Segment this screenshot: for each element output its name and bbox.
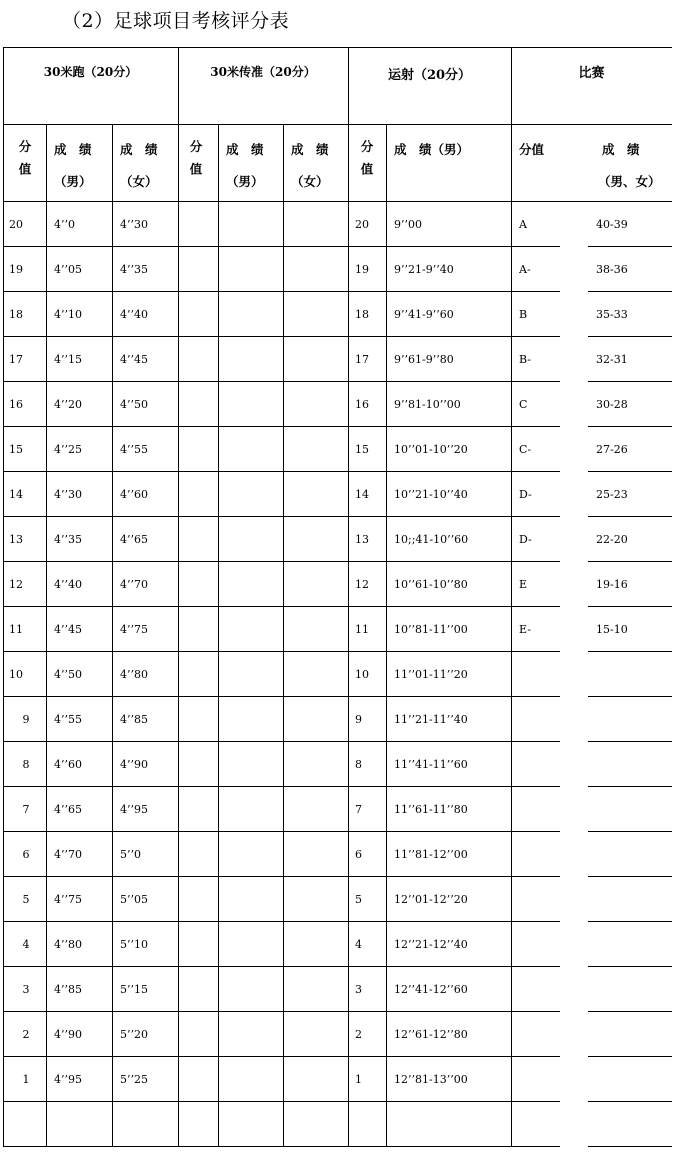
row-divider xyxy=(3,336,511,337)
row-run-female: 4’’95 xyxy=(120,803,148,816)
row-run-female: 4’’85 xyxy=(120,713,148,726)
row-score: 13 xyxy=(9,533,23,546)
row-divider-grade xyxy=(511,561,560,562)
row-divider xyxy=(3,1011,511,1012)
row-match-result: 25-23 xyxy=(596,488,628,501)
row-run-female: 4’’60 xyxy=(120,488,148,501)
row-shoot-male: 10;;41-10’’60 xyxy=(394,533,469,546)
column-divider xyxy=(283,124,284,1147)
row-shoot-score: 6 xyxy=(355,848,362,861)
subheader-match-mf: （男、女） xyxy=(598,174,661,189)
row-run-male: 4’’90 xyxy=(54,1028,82,1041)
row-grade: D- xyxy=(519,488,532,501)
row-divider-match xyxy=(588,471,672,472)
row-run-female: 5’’20 xyxy=(120,1028,148,1041)
row-divider xyxy=(3,741,511,742)
row-divider-grade xyxy=(511,966,560,967)
row-run-male: 4’’40 xyxy=(54,578,82,591)
row-divider xyxy=(3,921,511,922)
row-run-male: 4’’15 xyxy=(54,353,82,366)
row-shoot-male: 11’’21-11’’40 xyxy=(394,713,468,726)
row-divider-match xyxy=(588,291,672,292)
row-run-female: 5’’15 xyxy=(120,983,148,996)
row-shoot-score: 9 xyxy=(355,713,362,726)
row-match-result: 30-28 xyxy=(596,398,628,411)
subheader-pass-result-female: 成 绩 xyxy=(291,142,329,157)
row-shoot-male: 11’’41-11’’60 xyxy=(394,758,468,771)
subheader-score: 分值 xyxy=(17,140,32,185)
row-score: 16 xyxy=(9,398,23,411)
row-shoot-score: 10 xyxy=(355,668,369,681)
row-grade: B- xyxy=(519,353,532,366)
column-divider xyxy=(46,124,47,1147)
row-shoot-score: 11 xyxy=(355,623,369,636)
row-divider xyxy=(3,831,511,832)
row-divider-match xyxy=(588,336,672,337)
row-shoot-score: 18 xyxy=(355,308,369,321)
row-divider xyxy=(3,1146,511,1147)
column-divider xyxy=(386,124,387,1147)
row-score: 18 xyxy=(9,308,23,321)
row-run-female: 4’’70 xyxy=(120,578,148,591)
row-run-male: 4’’10 xyxy=(54,308,82,321)
row-match-result: 22-20 xyxy=(596,533,628,546)
row-divider-match xyxy=(588,1101,672,1102)
subheader-shoot-result-male: 成 绩（男） xyxy=(394,142,470,157)
subheader-score: 分值 xyxy=(359,140,374,185)
row-divider xyxy=(3,426,511,427)
table-top-border xyxy=(3,47,672,48)
row-grade: E- xyxy=(519,623,531,636)
row-divider-match xyxy=(588,246,672,247)
row-run-male: 4’’45 xyxy=(54,623,82,636)
row-divider-match xyxy=(588,966,672,967)
row-run-female: 5’’05 xyxy=(120,893,148,906)
header-shooting: 运射（20分） xyxy=(387,68,472,83)
column-divider xyxy=(112,124,113,1147)
row-divider-grade xyxy=(511,651,560,652)
row-score: 1 xyxy=(22,1073,30,1086)
row-run-male: 4’’55 xyxy=(54,713,82,726)
row-run-female: 4’’35 xyxy=(120,263,148,276)
border-left xyxy=(3,47,4,1147)
header-30m-run: 30米跑（20分） xyxy=(43,65,138,79)
row-shoot-male: 12’’81-13’’00 xyxy=(394,1073,468,1086)
row-run-male: 4’’70 xyxy=(54,848,82,861)
row-run-female: 5’’10 xyxy=(120,938,148,951)
row-grade: C xyxy=(519,398,528,411)
row-run-female: 4’’50 xyxy=(120,398,148,411)
subheader-pass-female: （女） xyxy=(291,174,329,189)
row-grade: A- xyxy=(519,263,531,276)
row-match-result: 15-10 xyxy=(596,623,628,636)
row-shoot-score: 19 xyxy=(355,263,369,276)
row-grade: B xyxy=(519,308,528,321)
row-shoot-score: 4 xyxy=(355,938,362,951)
row-shoot-male: 11’’01-11’’20 xyxy=(394,668,468,681)
row-divider-grade xyxy=(511,696,560,697)
group-divider xyxy=(348,47,349,1147)
row-score: 2 xyxy=(22,1028,30,1041)
row-divider-grade xyxy=(511,381,560,382)
row-score: 3 xyxy=(22,983,30,996)
row-match-result: 27-26 xyxy=(596,443,628,456)
row-grade: D- xyxy=(519,533,532,546)
row-run-male: 4’’75 xyxy=(54,893,82,906)
row-run-female: 4’’30 xyxy=(120,218,148,231)
row-shoot-score: 1 xyxy=(355,1073,362,1086)
row-score: 4 xyxy=(22,938,30,951)
row-run-female: 4’’45 xyxy=(120,353,148,366)
row-run-female: 4’’80 xyxy=(120,668,148,681)
row-run-male: 4’’85 xyxy=(54,983,82,996)
group-divider xyxy=(178,47,179,1147)
row-run-male: 4’’65 xyxy=(54,803,82,816)
row-shoot-male: 9’’81-10’’00 xyxy=(394,398,461,411)
row-shoot-score: 20 xyxy=(355,218,369,231)
row-shoot-score: 12 xyxy=(355,578,369,591)
subheader-divider xyxy=(3,201,672,202)
row-match-result: 32-31 xyxy=(596,353,628,366)
row-divider xyxy=(3,516,511,517)
row-divider-grade xyxy=(511,1101,560,1102)
row-grade: A xyxy=(519,218,527,231)
row-run-female: 5’’0 xyxy=(120,848,141,861)
row-divider xyxy=(3,1101,511,1102)
row-shoot-score: 8 xyxy=(355,758,362,771)
row-divider-grade xyxy=(511,1056,560,1057)
row-match-result: 40-39 xyxy=(596,218,628,231)
row-run-male: 4’’35 xyxy=(54,533,82,546)
row-divider-match xyxy=(588,426,672,427)
row-score: 12 xyxy=(9,578,23,591)
row-divider-match xyxy=(588,741,672,742)
row-divider xyxy=(3,786,511,787)
row-run-male: 4’’25 xyxy=(54,443,82,456)
row-shoot-score: 2 xyxy=(355,1028,362,1041)
subheader-female: （女） xyxy=(120,174,158,189)
row-score: 6 xyxy=(22,848,30,861)
row-run-male: 4’’05 xyxy=(54,263,82,276)
row-shoot-male: 11’’81-12’’00 xyxy=(394,848,468,861)
row-score: 17 xyxy=(9,353,23,366)
row-score: 14 xyxy=(9,488,23,501)
row-divider xyxy=(3,651,511,652)
subheader-result-female: 成 绩 xyxy=(120,142,158,157)
row-shoot-score: 13 xyxy=(355,533,369,546)
subheader-score: 分值 xyxy=(188,140,203,185)
row-divider-grade xyxy=(511,876,560,877)
row-shoot-male: 9’’61-9’’80 xyxy=(394,353,454,366)
row-run-male: 4’’60 xyxy=(54,758,82,771)
header-divider xyxy=(3,124,672,125)
row-score: 19 xyxy=(9,263,23,276)
row-divider-match xyxy=(588,921,672,922)
row-match-result: 35-33 xyxy=(596,308,628,321)
row-divider-grade xyxy=(511,741,560,742)
row-run-male: 4’’0 xyxy=(54,218,75,231)
row-divider-match xyxy=(588,1056,672,1057)
row-divider-match xyxy=(588,561,672,562)
row-match-result: 38-36 xyxy=(596,263,628,276)
row-score: 20 xyxy=(9,218,23,231)
row-shoot-score: 7 xyxy=(355,803,362,816)
row-divider xyxy=(3,381,511,382)
row-divider-match xyxy=(588,696,672,697)
subheader-match-score: 分值 xyxy=(519,142,545,157)
row-divider-match xyxy=(588,516,672,517)
row-divider xyxy=(3,471,511,472)
row-shoot-male: 9’’00 xyxy=(394,218,422,231)
row-run-female: 4’’75 xyxy=(120,623,148,636)
row-run-male: 4’’30 xyxy=(54,488,82,501)
row-score: 11 xyxy=(9,623,23,636)
row-run-female: 5’’25 xyxy=(120,1073,148,1086)
row-divider-match xyxy=(588,1011,672,1012)
row-shoot-male: 12’’21-12’’40 xyxy=(394,938,468,951)
row-shoot-score: 14 xyxy=(355,488,369,501)
row-divider-match xyxy=(588,876,672,877)
row-divider-grade xyxy=(511,786,560,787)
row-score: 15 xyxy=(9,443,23,456)
row-shoot-male: 12’’61-12’’80 xyxy=(394,1028,468,1041)
row-divider-match xyxy=(588,786,672,787)
row-divider xyxy=(3,561,511,562)
row-score: 5 xyxy=(22,893,30,906)
column-divider xyxy=(218,124,219,1147)
group-divider xyxy=(511,47,512,1147)
subheader-male: （男） xyxy=(54,174,92,189)
row-divider-match xyxy=(588,381,672,382)
row-divider-grade xyxy=(511,606,560,607)
subheader-result-male: 成 绩 xyxy=(54,142,92,157)
row-divider xyxy=(3,876,511,877)
row-divider-grade xyxy=(511,921,560,922)
row-run-male: 4’’50 xyxy=(54,668,82,681)
row-shoot-male: 9’’41-9’’60 xyxy=(394,308,454,321)
row-divider xyxy=(3,246,511,247)
row-run-female: 4’’65 xyxy=(120,533,148,546)
row-shoot-male: 10’’61-10’’80 xyxy=(394,578,468,591)
row-shoot-score: 17 xyxy=(355,353,369,366)
row-score: 10 xyxy=(9,668,23,681)
row-divider-grade xyxy=(511,1011,560,1012)
row-run-female: 4’’40 xyxy=(120,308,148,321)
row-run-female: 4’’55 xyxy=(120,443,148,456)
row-divider-grade xyxy=(511,471,560,472)
row-shoot-male: 10’’01-10’’20 xyxy=(394,443,468,456)
row-match-result: 19-16 xyxy=(596,578,628,591)
row-shoot-male: 10’’81-11’’00 xyxy=(394,623,468,636)
row-shoot-male: 12’’41-12’’60 xyxy=(394,983,468,996)
row-run-male: 4’’80 xyxy=(54,938,82,951)
subheader-pass-male: （男） xyxy=(226,174,264,189)
subheader-match-result: 成 绩 xyxy=(602,142,640,157)
row-run-male: 4’’20 xyxy=(54,398,82,411)
row-divider-match xyxy=(588,651,672,652)
header-30m-pass: 30米传准（20分） xyxy=(210,65,316,79)
row-run-male: 4’’95 xyxy=(54,1073,82,1086)
row-divider-match xyxy=(588,606,672,607)
row-divider-grade xyxy=(511,336,560,337)
row-divider-match xyxy=(588,831,672,832)
row-shoot-score: 5 xyxy=(355,893,362,906)
row-shoot-male: 10’’21-10’’40 xyxy=(394,488,468,501)
subheader-pass-result-male: 成 绩 xyxy=(226,142,264,157)
row-divider-match xyxy=(588,1146,672,1147)
row-shoot-male: 11’’61-11’’80 xyxy=(394,803,468,816)
row-grade: E xyxy=(519,578,528,591)
row-divider xyxy=(3,606,511,607)
row-shoot-male: 12’’01-12’’20 xyxy=(394,893,468,906)
row-shoot-score: 16 xyxy=(355,398,369,411)
row-shoot-male: 9’’21-9’’40 xyxy=(394,263,454,276)
row-divider-grade xyxy=(511,426,560,427)
row-shoot-score: 15 xyxy=(355,443,369,456)
row-divider-grade xyxy=(511,516,560,517)
row-score: 9 xyxy=(22,713,30,726)
row-divider xyxy=(3,696,511,697)
row-grade: C- xyxy=(519,443,532,456)
row-shoot-score: 3 xyxy=(355,983,362,996)
row-divider xyxy=(3,966,511,967)
row-score: 8 xyxy=(22,758,30,771)
row-divider-grade xyxy=(511,1146,560,1147)
row-divider-grade xyxy=(511,291,560,292)
page-title: （2）足球项目考核评分表 xyxy=(62,10,290,32)
row-divider-grade xyxy=(511,831,560,832)
row-divider-grade xyxy=(511,246,560,247)
row-score: 7 xyxy=(22,803,30,816)
header-match: 比赛 xyxy=(578,66,605,81)
row-divider xyxy=(3,291,511,292)
row-run-female: 4’’90 xyxy=(120,758,148,771)
row-divider xyxy=(3,1056,511,1057)
